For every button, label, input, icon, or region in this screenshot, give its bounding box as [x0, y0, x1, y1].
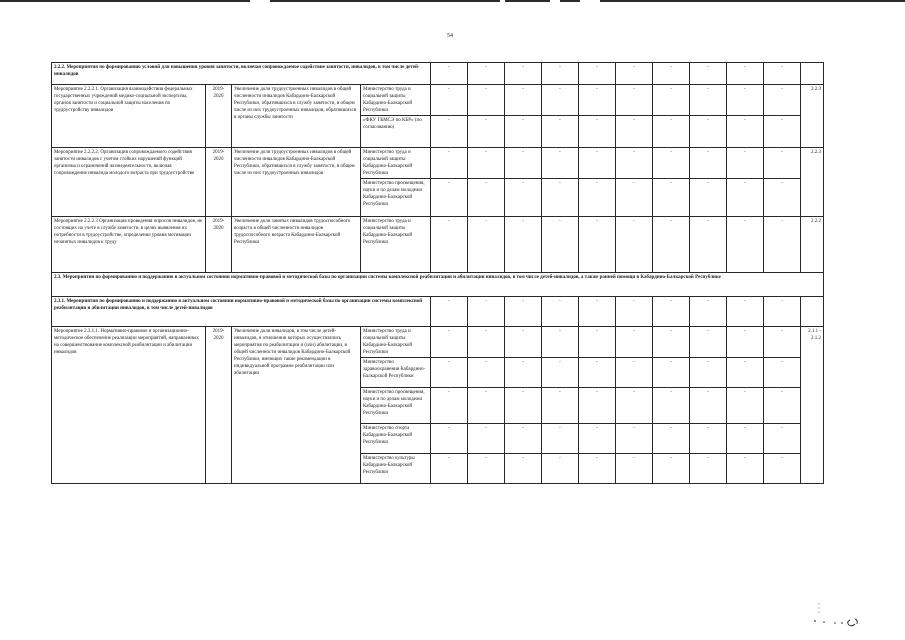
dash-cell: - [653, 454, 690, 484]
dash-cell: - [690, 454, 727, 484]
dash-cell: - [764, 454, 801, 484]
dash-cell: - [616, 63, 653, 85]
dash-cell: - [542, 358, 579, 388]
dash-cell: - [542, 179, 579, 217]
dash-cell: - [616, 454, 653, 484]
dash-cell: - [653, 358, 690, 388]
activities-table [51, 62, 824, 484]
dash-cell: - [727, 217, 764, 273]
dash-cell: - [616, 148, 653, 179]
dash-cell: - [431, 179, 468, 217]
section-row [52, 297, 824, 327]
dash-cell: - [431, 116, 468, 148]
page-number: 54 [447, 33, 453, 39]
dash-cell: - [616, 424, 653, 454]
dash-cell: - [542, 454, 579, 484]
section-heading: 2.2.2. Мероприятия по формированию условий для повышения уровня занятости, включая сопровождаемое содействие занятости, инвалидов, в том числе детей-инвалидов [52, 63, 431, 85]
table-row [52, 327, 824, 358]
dash-cell: - [431, 327, 468, 358]
dash-cell: - [727, 388, 764, 424]
dash-cell: - [431, 85, 468, 116]
dash-cell: - [505, 388, 542, 424]
dash-cell: - [468, 85, 505, 116]
activity-indicator: Увеличение доли трудоустроенных инвалидов в общей численности инвалидов Кабардино-Балкарской Республики, обратившихся в службу занятости, в общем числе из них трудоустроенных инвалидов [232, 148, 361, 217]
dash-cell: - [616, 327, 653, 358]
dash-cell: - [505, 116, 542, 148]
dash-cell: - [542, 327, 579, 358]
section-row [52, 63, 824, 85]
dash-cell: - [468, 454, 505, 484]
dash-cell: - [542, 388, 579, 424]
dash-cell: - [690, 388, 727, 424]
dash-cell: - [727, 327, 764, 358]
dash-cell: - [579, 388, 616, 424]
dash-cell: - [764, 297, 801, 327]
activity-indicator: Увеличение доли инвалидов, в том числе детей-инвалидов, в отношении которых осуществлялись мероприятия по реабилитации и (или) абилитации, в общей численности инвалидов Кабардино-Балкарской Республики, имеющих такие рекомендации в индивидуальной программе реабилитации или абилитации [232, 327, 361, 484]
dash-cell: - [579, 179, 616, 217]
dash-cell: - [505, 85, 542, 116]
dash-cell: - [431, 358, 468, 388]
activity-name: Мероприятие 2.2.2.3 Организация проведения опросов инвалидов, не состоящих на учете в службе занятости, в целях выявления их потребности в трудоустройстве, определение уровня мотивации незанятых инвалидов к труду [52, 217, 206, 273]
dash-cell: - [579, 297, 616, 327]
dash-cell: - [431, 424, 468, 454]
empty-cell [801, 297, 824, 327]
dash-cell: - [542, 217, 579, 273]
dash-cell: - [431, 217, 468, 273]
dash-cell: - [468, 424, 505, 454]
dash-cell: - [542, 63, 579, 85]
dash-cell: - [727, 454, 764, 484]
activity-years: 2019-2020 [206, 217, 232, 273]
dash-cell: - [764, 148, 801, 179]
activity-executor: Министерство просвещения, науки и по делам молодежи Кабардино-Балкарской Республики [361, 179, 431, 217]
dash-cell: - [616, 358, 653, 388]
dash-cell: - [727, 297, 764, 327]
program-table-page [51, 62, 824, 520]
dash-cell: - [764, 327, 801, 358]
dash-cell: - [542, 148, 579, 179]
dash-cell: - [505, 358, 542, 388]
section-heading: 2.3. Мероприятия по формированию и поддержанию в актуальном состоянии нормативно-правовой и методической базы по организации системы комплексной реабилитации и абилитации инвалидов, в том числе детей-инвалидов, а также ранней помощи в Кабардино-Балкарской Республике [52, 273, 824, 297]
activity-indicator: Увеличение доли занятых инвалидов трудоспособного возраста в общей численности инвалидов трудоспособного возраста Кабардино-Балкарской Республики [232, 217, 361, 273]
activity-name: Мероприятие 2.3.1.1. Нормативно-правовое и организационно-методическое обеспечение реализации мероприятий, направленных на совершенствование комплексной реабилитации и абилитации инвалидов [52, 327, 206, 484]
activity-executor: Министерство труда и социальной защиты Кабардино-Балкарской Республики [361, 217, 431, 273]
dash-cell: - [468, 116, 505, 148]
activity-name: Мероприятие 2.2.2.1. Организация взаимодействия федеральных государственных учреждений медико-социальной экспертизы, органов занятости и социальной защиты населения по трудоустройству инвалидов [52, 85, 206, 148]
dash-cell: - [505, 179, 542, 217]
table-row [52, 217, 824, 273]
dash-cell: - [616, 85, 653, 116]
dash-cell: - [764, 85, 801, 116]
dash-cell: - [579, 327, 616, 358]
dash-cell: - [616, 388, 653, 424]
dash-cell: - [505, 424, 542, 454]
section-row [52, 273, 824, 297]
dash-cell: - [690, 358, 727, 388]
activity-name: Мероприятие 2.2.2.2. Организация сопровождаемого содействия занятости инвалидов с учетом стойких нарушений функций организма и ограничений жизнедеятельности, включая сопровождение инвалида молодого возраста при трудоустройстве [52, 148, 206, 217]
dash-cell: - [653, 85, 690, 116]
dash-cell: - [616, 179, 653, 217]
activity-years: 2019-2020 [206, 85, 232, 148]
dash-cell: - [579, 63, 616, 85]
dash-cell: - [468, 327, 505, 358]
section-heading: 2.3.1. Мероприятия по формированию и поддержанию в актуальном состоянии нормативно-правовой и методической базы по организации системы комплексной реабилитации и абилитации инвалидов, в том числе детей-инвалидов [52, 297, 431, 327]
activity-executor: Министерство труда и социальной защиты Кабардино-Балкарской Республики [361, 85, 431, 116]
dash-cell: - [653, 388, 690, 424]
dash-cell: - [542, 85, 579, 116]
dash-cell: - [690, 116, 727, 148]
dash-cell: - [579, 116, 616, 148]
dash-cell: - [764, 217, 801, 273]
dash-cell: - [690, 85, 727, 116]
dash-cell: - [468, 388, 505, 424]
dash-cell: - [764, 63, 801, 85]
indicator-code: 2.2.3 [801, 148, 824, 217]
dash-cell: - [579, 358, 616, 388]
dash-cell: - [468, 358, 505, 388]
activity-executor: Министерство труда и социальной защиты Кабардино-Балкарской Республики [361, 327, 431, 358]
dash-cell: - [431, 63, 468, 85]
dash-cell: - [690, 327, 727, 358]
dash-cell: - [764, 179, 801, 217]
dash-cell: - [505, 148, 542, 179]
dash-cell: - [690, 179, 727, 217]
dash-cell: - [468, 217, 505, 273]
dash-cell: - [727, 179, 764, 217]
dash-cell: - [505, 327, 542, 358]
dash-cell: - [579, 148, 616, 179]
dash-cell: - [690, 217, 727, 273]
dash-cell: - [616, 217, 653, 273]
indicator-code: 2.2.2 [801, 217, 824, 273]
dash-cell: - [579, 424, 616, 454]
dash-cell: - [764, 388, 801, 424]
dash-cell: - [431, 297, 468, 327]
dash-cell: - [505, 217, 542, 273]
scan-top-border [0, 0, 905, 3]
dash-cell: - [727, 85, 764, 116]
dash-cell: - [653, 179, 690, 217]
activity-years: 2019-2020 [206, 327, 232, 484]
dash-cell: - [653, 327, 690, 358]
dash-cell: - [505, 63, 542, 85]
dash-cell: - [431, 388, 468, 424]
dash-cell: - [468, 179, 505, 217]
indicator-code: 2.2.3 [801, 85, 824, 148]
dash-cell: - [727, 424, 764, 454]
dash-cell: - [431, 148, 468, 179]
dash-cell: - [653, 116, 690, 148]
dash-cell: - [579, 454, 616, 484]
indicator-code: 2.1.1 - 2.1.2 [801, 327, 824, 484]
dash-cell: - [690, 63, 727, 85]
dash-cell: - [542, 297, 579, 327]
dash-cell: - [579, 85, 616, 116]
empty-cell [801, 63, 824, 85]
dash-cell: - [690, 148, 727, 179]
dash-cell: - [727, 148, 764, 179]
activity-executor: Министерство культуры Кабардино-Балкарской Республики [361, 454, 431, 484]
activity-executor: Министерство труда и социальной защиты Кабардино-Балкарской Республики [361, 148, 431, 179]
activity-years: 2019-2020 [206, 148, 232, 217]
dash-cell: - [505, 297, 542, 327]
dash-cell: - [727, 116, 764, 148]
dash-cell: - [653, 297, 690, 327]
dash-cell: - [653, 217, 690, 273]
activity-executor: Министерство просвещения, науки и по делам молодежи Кабардино-Балкарской Республики [361, 388, 431, 424]
dash-cell: - [764, 358, 801, 388]
dash-cell: - [542, 116, 579, 148]
dash-cell: - [764, 116, 801, 148]
dash-cell: - [764, 424, 801, 454]
activity-executor: «ФКУ ГБМСЭ по КБР» (по согласованию) [361, 116, 431, 148]
dash-cell: - [727, 63, 764, 85]
dash-cell: - [542, 424, 579, 454]
dash-cell: - [505, 454, 542, 484]
activity-indicator: Увеличение доли трудоустроенных инвалидов в общей численности инвалидов Кабардино-Балкарской Республики, обратившихся в службу занятости, в общем числе из них трудоустроенных инвалидов, обратившихся в органы службы занятости [232, 85, 361, 148]
dash-cell: - [616, 297, 653, 327]
table-row [52, 85, 824, 116]
dash-cell: - [690, 424, 727, 454]
activity-executor: Министерство спорта Кабардино-Балкарской Республики [361, 424, 431, 454]
dash-cell: - [653, 63, 690, 85]
activity-executor: Министерство здравоохранения Кабардино-Балкарской Республики [361, 358, 431, 388]
dash-cell: - [579, 217, 616, 273]
dash-cell: - [653, 148, 690, 179]
table-row [52, 148, 824, 179]
dash-cell: - [690, 297, 727, 327]
dash-cell: - [653, 424, 690, 454]
scan-artifact-marks [813, 602, 873, 632]
dash-cell: - [616, 116, 653, 148]
dash-cell: - [468, 297, 505, 327]
dash-cell: - [431, 454, 468, 484]
dash-cell: - [468, 148, 505, 179]
dash-cell: - [727, 358, 764, 388]
dash-cell: - [468, 63, 505, 85]
